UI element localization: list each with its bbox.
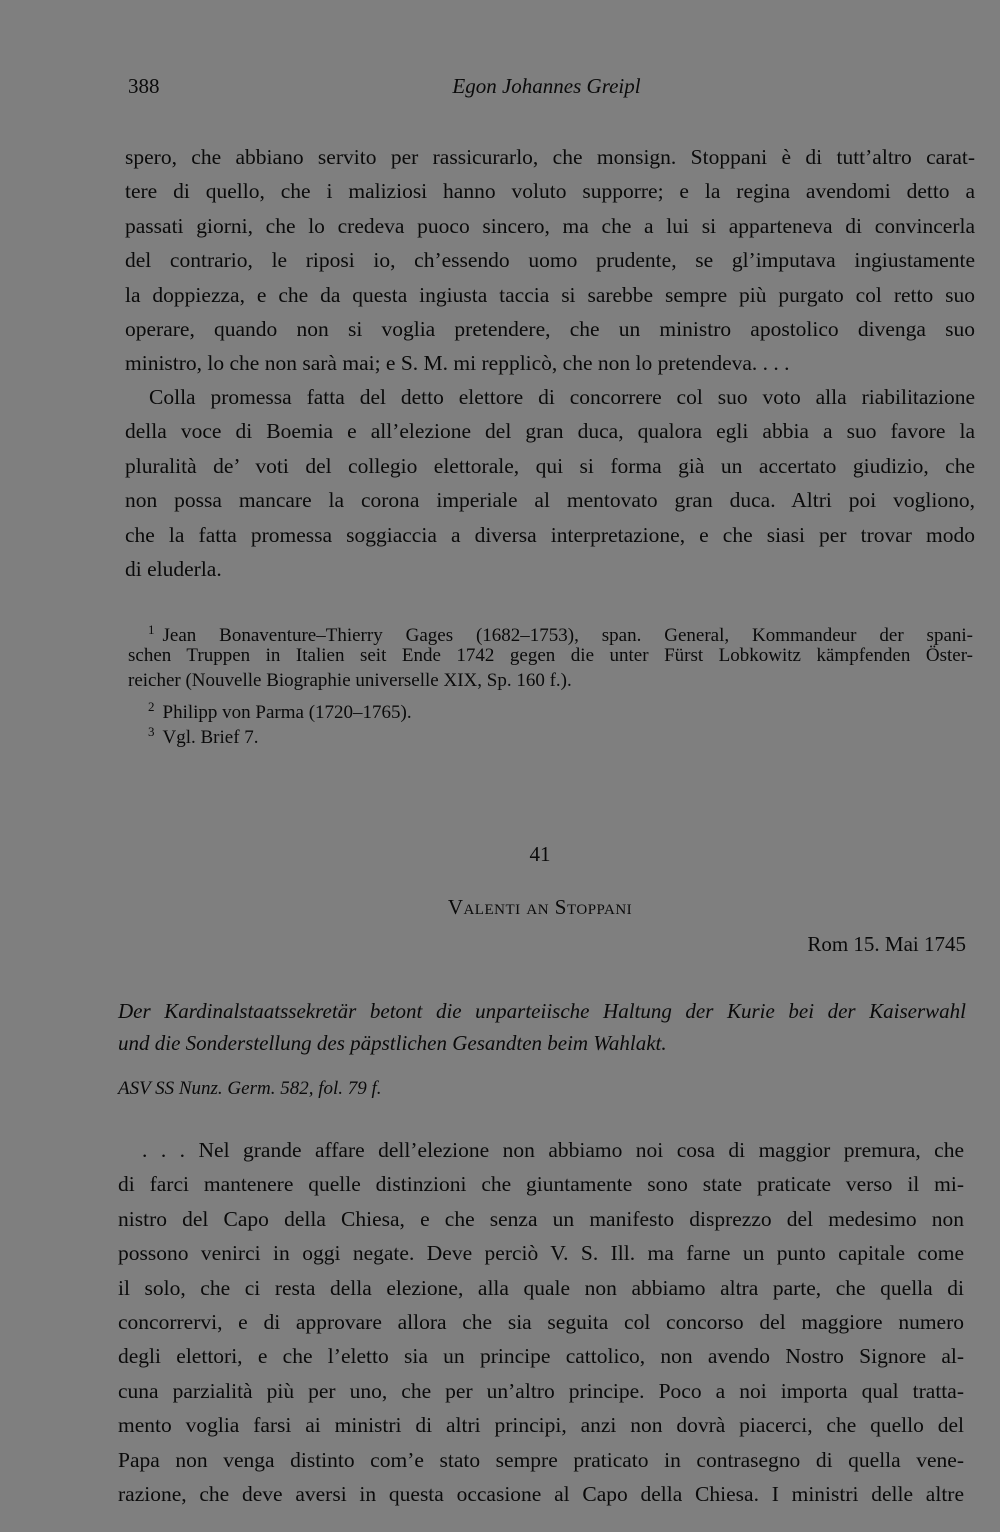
archival-source: ASV SS Nunz. Germ. 582, fol. 79 f.	[118, 1078, 382, 1099]
footnote-text: Philipp von Parma (1720–1765).	[162, 701, 412, 723]
text-line: non possa mancare la corona imperiale al mentovato gran duca. Altri poi vogliono,	[125, 488, 975, 513]
text-line: Papa non venga distinto com’e stato sempre praticato in contrasegno di quella vene-	[118, 1447, 964, 1472]
summary-line: und die Sonderstellung des päpstlichen Gesandten beim Wahlakt.	[118, 1031, 667, 1055]
text-line: di eluderla.	[125, 556, 222, 581]
text-line: cuna parzialità più per uno, che per un’altro principe. Poco a noi importa qual tratta-	[118, 1378, 964, 1403]
text-line: di farci mantenere quelle distinzioni che giuntamente sono state praticate verso il mi-	[118, 1172, 964, 1197]
document-summary	[118, 995, 966, 1059]
document-heading: Valenti an Stoppani	[447, 895, 633, 919]
footnote-marker: 3	[148, 724, 155, 740]
text-line: tere di quello, che i maliziosi hanno voluto supporre; e la regina avendomi detto a	[125, 179, 975, 204]
text-line: che la fatta promessa soggiaccia a diversa interpretazione, e che siasi per trovar modo	[125, 522, 975, 547]
text-line: degli elettori, e che l’eletto sia un principe cattolico, non avendo Nostro Signore al-	[118, 1344, 964, 1369]
text-line: . . . Nel grande affare dell’elezione non abbiamo noi cosa di maggior premura, che	[142, 1138, 964, 1162]
text-line: del contrario, le riposi io, ch’essendo uomo prudente, se gl’imputava ingiustamente	[125, 248, 975, 273]
running-title: Egon Johannes Greipl	[452, 74, 641, 98]
text-line: spero, che abbiano servito per rassicurarlo, che monsign. Stoppani è di tutt’altro carat-	[125, 145, 975, 169]
footnote-marker: 1	[148, 622, 155, 637]
body-paragraph-bottom	[118, 1133, 964, 1511]
text-line: mento voglia farsi ai ministri di altri principi, anzi non dovrà piacerci, che quello del	[118, 1413, 964, 1438]
text-line: la doppiezza, e che da questa ingiusta taccia si sarebbe sempre più purgato col retto suo	[125, 282, 975, 307]
text-line: operare, quando non si voglia pretendere, che un ministro apostolico divenga suo	[125, 316, 975, 341]
footnote-line	[128, 719, 973, 749]
summary-line: Der Kardinalstaatssekretär betont die unparteiische Haltung der Kurie bei der Kaiserwahl	[118, 999, 966, 1023]
body-paragraph-second	[125, 380, 975, 586]
text-line: ministro, lo che non sarà mai; e S. M. mi repplicò, che non lo pretendeva. . . .	[125, 351, 790, 376]
page-number: 388	[128, 74, 160, 98]
text-line: pluralità de’ voti del collegio elettorale, qui si forma già un accertato giudizio, che	[125, 453, 975, 478]
text-line: passati giorni, che lo credeva puoco sincero, ma che a lui si apparteneva di convincerla	[125, 213, 975, 238]
body-paragraph-top	[125, 140, 975, 381]
footnote-line: reicher (Nouvelle Biographie universelle XIX, Sp. 160 f.).	[128, 670, 572, 692]
footnote-text: Jean Bonaventure–Thierry Gages (1682–1753), span. General, Kommandeur der spani-	[162, 625, 973, 646]
text-line: della voce di Boemia e all’elezione del gran duca, qualora egli abbia a suo favore la	[125, 419, 975, 444]
footnote-line	[128, 617, 973, 646]
text-line: possono venirci in oggi negate. Deve perciò V. S. Ill. ma farne un punto capitale come	[118, 1241, 964, 1266]
footnote-marker: 2	[148, 698, 155, 714]
footnote-line	[128, 694, 973, 723]
footnote-text: Vgl. Brief 7.	[162, 727, 259, 749]
running-head	[128, 70, 965, 102]
text-line: concorrervi, e di approvare allora che sia seguita col concorso del maggiore numero	[118, 1309, 964, 1334]
text-line: il solo, che ci resta della elezione, alla quale non abbiamo altra parte, che quella di	[118, 1275, 964, 1300]
footnotes	[128, 617, 973, 749]
footnote-line: schen Truppen in Italien seit Ende 1742 gegen die unter Fürst Lobkowitz kämpfenden Öster-	[128, 644, 973, 666]
text-line: nistro del Capo della Chiesa, e che senza un manifesto disprezzo del medesimo non	[118, 1206, 964, 1231]
document-date: Rom 15. Mai 1745	[807, 932, 966, 956]
text-line: razione, che deve aversi in questa occasione al Capo della Chiesa. I ministri delle altre	[118, 1481, 964, 1506]
text-line: Colla promessa fatta del detto elettore di concorrere col suo voto alla riabilitazione	[149, 385, 975, 409]
document-number: 41	[529, 842, 551, 866]
